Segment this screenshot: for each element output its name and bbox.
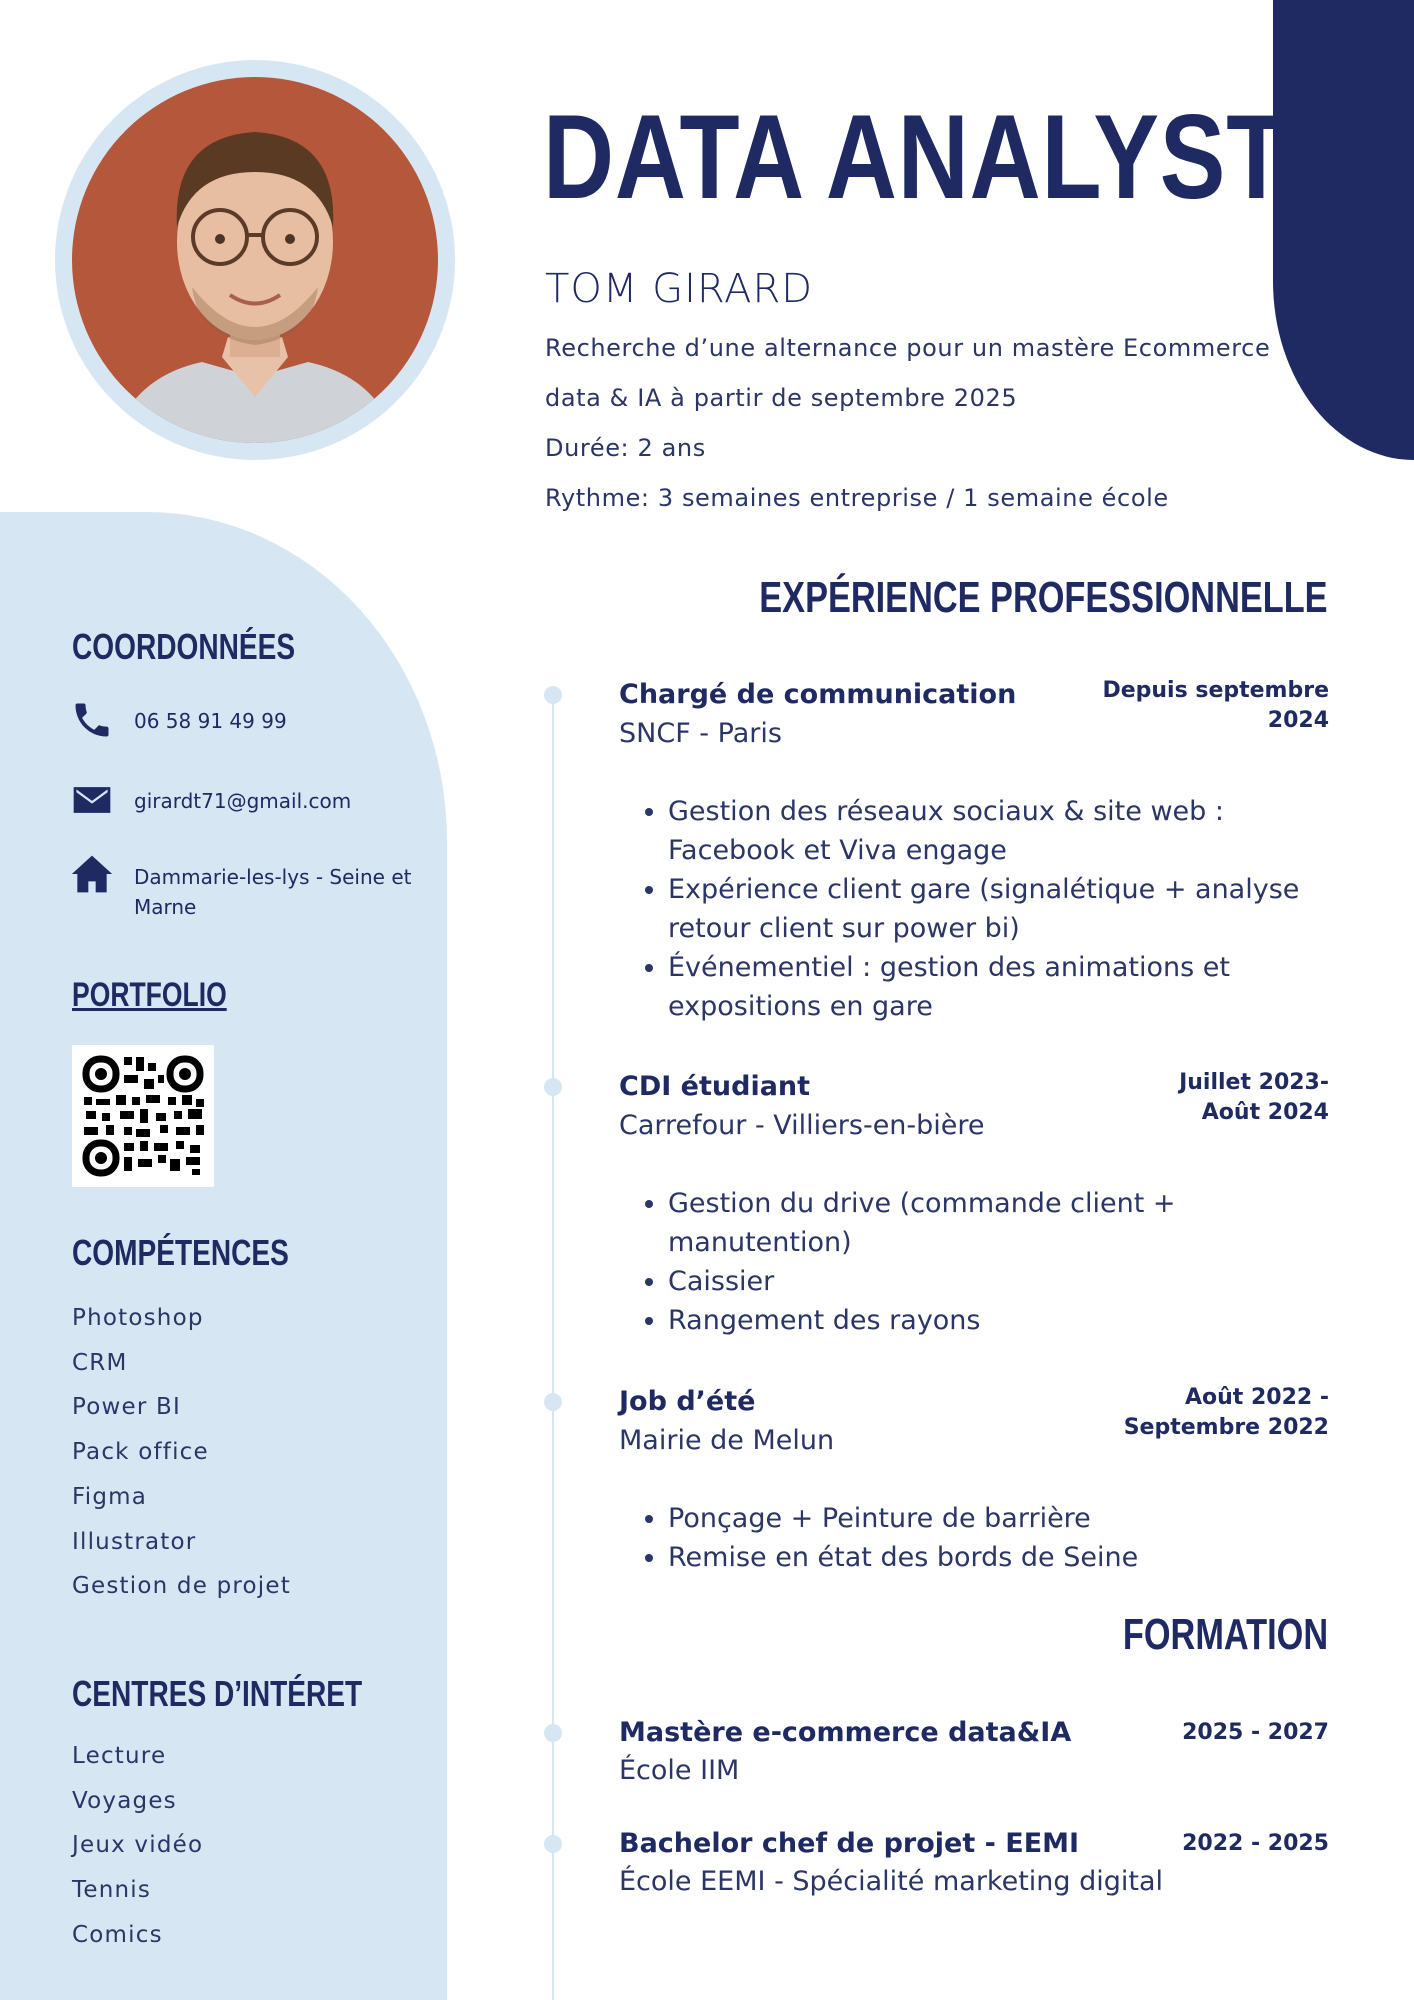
- intro-line: Durée: 2 ans: [545, 434, 706, 462]
- candidate-name: TOM GIRARD: [545, 266, 814, 312]
- education-dates: 2022 - 2025: [1182, 1831, 1329, 1856]
- job-tasks: [619, 792, 1329, 1026]
- profile-photo-frame: [55, 60, 455, 460]
- timeline-dot: [544, 1078, 562, 1096]
- address-line: Dammarie-les-lys - Seine et: [134, 865, 412, 889]
- education-heading: FORMATION: [1122, 1610, 1328, 1659]
- phone-number: 06 58 91 49 99: [134, 709, 287, 733]
- interest-item: Tennis: [72, 1877, 152, 1904]
- job-date-line: Août 2022 -: [1185, 1385, 1329, 1410]
- degree-title: Bachelor chef de projet - EEMI: [619, 1828, 1080, 1859]
- timeline-dot: [544, 1835, 562, 1853]
- experience-item: [619, 676, 1329, 1026]
- timeline-dot: [544, 686, 562, 704]
- intro-line: data & IA à partir de septembre 2025: [545, 384, 1018, 412]
- skills-heading: COMPÉTENCES: [72, 1232, 289, 1273]
- skill-item: Illustrator: [72, 1528, 197, 1555]
- school-name: École IIM: [619, 1755, 740, 1786]
- email-address[interactable]: girardt71@gmail.com: [134, 789, 352, 813]
- skill-item: CRM: [72, 1349, 128, 1376]
- skill-item: Pack office: [72, 1439, 209, 1466]
- interest-item: Comics: [72, 1921, 163, 1948]
- skills-list: [72, 1296, 291, 1609]
- contact-email: [70, 778, 351, 822]
- job-date-line: Août 2024: [1201, 1100, 1329, 1125]
- education-item: [619, 1714, 1329, 1790]
- interest-item: Lecture: [72, 1743, 167, 1769]
- job-task: • Remise en état des bords de Seine: [668, 1538, 1329, 1577]
- corner-decoration: [1273, 0, 1414, 460]
- intro-line: Rythme: 3 semaines entreprise / 1 semaine école: [545, 484, 1169, 512]
- job-task: • Ponçage + Peinture de barrière: [668, 1499, 1329, 1538]
- education-item: [619, 1825, 1329, 1901]
- contact-address: [70, 852, 411, 922]
- job-title: Chargé de communication: [619, 679, 1017, 710]
- school-name: École EEMI - Spécialité marketing digital: [619, 1866, 1164, 1897]
- portfolio-link[interactable]: PORTFOLIO: [72, 976, 227, 1014]
- interest-item: Jeux vidéo: [72, 1832, 204, 1859]
- education-dates: 2025 - 2027: [1182, 1720, 1329, 1745]
- job-title: Job d’été: [619, 1386, 756, 1417]
- degree-title: Mastère e-commerce data&IA: [619, 1717, 1072, 1748]
- job-date-line: Depuis septembre: [1102, 678, 1329, 703]
- experience-heading: EXPÉRIENCE PROFESSIONNELLE: [759, 573, 1328, 622]
- timeline-dot: [544, 1724, 562, 1742]
- job-task: • Expérience client gare (signalétique + analyse retour client sur power bi): [668, 870, 1329, 948]
- experience-item: [619, 1383, 1329, 1577]
- portfolio-qr-code[interactable]: [72, 1045, 214, 1187]
- job-tasks: [619, 1499, 1329, 1577]
- profile-photo: [72, 77, 438, 443]
- skill-item: Figma: [72, 1483, 148, 1510]
- job-task: • Gestion des réseaux sociaux & site web : Facebook et Viva engage: [668, 792, 1329, 870]
- skill-item: Gestion de projet: [72, 1573, 291, 1600]
- job-organization: Mairie de Melun: [619, 1425, 835, 1456]
- intro-line: Recherche d’une alternance pour un mastère Ecommerce: [545, 334, 1271, 362]
- page-title: DATA ANALYST: [543, 90, 1288, 224]
- job-organization: SNCF - Paris: [619, 718, 782, 749]
- skill-item: Power BI: [72, 1394, 182, 1421]
- job-dates: [1069, 676, 1329, 736]
- contact-heading: COORDONNÉES: [72, 626, 296, 667]
- interest-item: Voyages: [72, 1787, 177, 1814]
- address: [134, 862, 411, 922]
- timeline-line: [552, 690, 554, 2000]
- job-title: CDI étudiant: [619, 1071, 811, 1102]
- timeline-dot: [544, 1393, 562, 1411]
- phone-icon: [70, 698, 114, 742]
- job-task: • Rangement des rayons: [668, 1301, 1329, 1340]
- interests-list: [72, 1734, 203, 1958]
- contact-phone: [70, 698, 287, 742]
- job-date-line: 2024: [1267, 708, 1329, 733]
- experience-item: [619, 1068, 1329, 1340]
- home-icon: [70, 852, 114, 896]
- job-dates: [1069, 1068, 1329, 1128]
- job-tasks: [619, 1184, 1329, 1340]
- job-date-line: Juillet 2023-: [1179, 1070, 1329, 1095]
- job-organization: Carrefour - Villiers-en-bière: [619, 1110, 985, 1141]
- skill-item: Photoshop: [72, 1305, 204, 1331]
- job-date-line: Septembre 2022: [1123, 1415, 1329, 1440]
- address-line: Marne: [134, 895, 197, 919]
- intro-block: [545, 323, 1285, 523]
- job-task: • Gestion du drive (commande client + manutention): [668, 1184, 1329, 1262]
- job-task: • Caissier: [668, 1262, 1329, 1301]
- interests-heading: CENTRES D’INTÉRET: [72, 1673, 363, 1714]
- envelope-icon: [70, 778, 114, 822]
- job-dates: [1069, 1383, 1329, 1443]
- job-task: • Événementiel : gestion des animations et expositions en gare: [668, 948, 1329, 1026]
